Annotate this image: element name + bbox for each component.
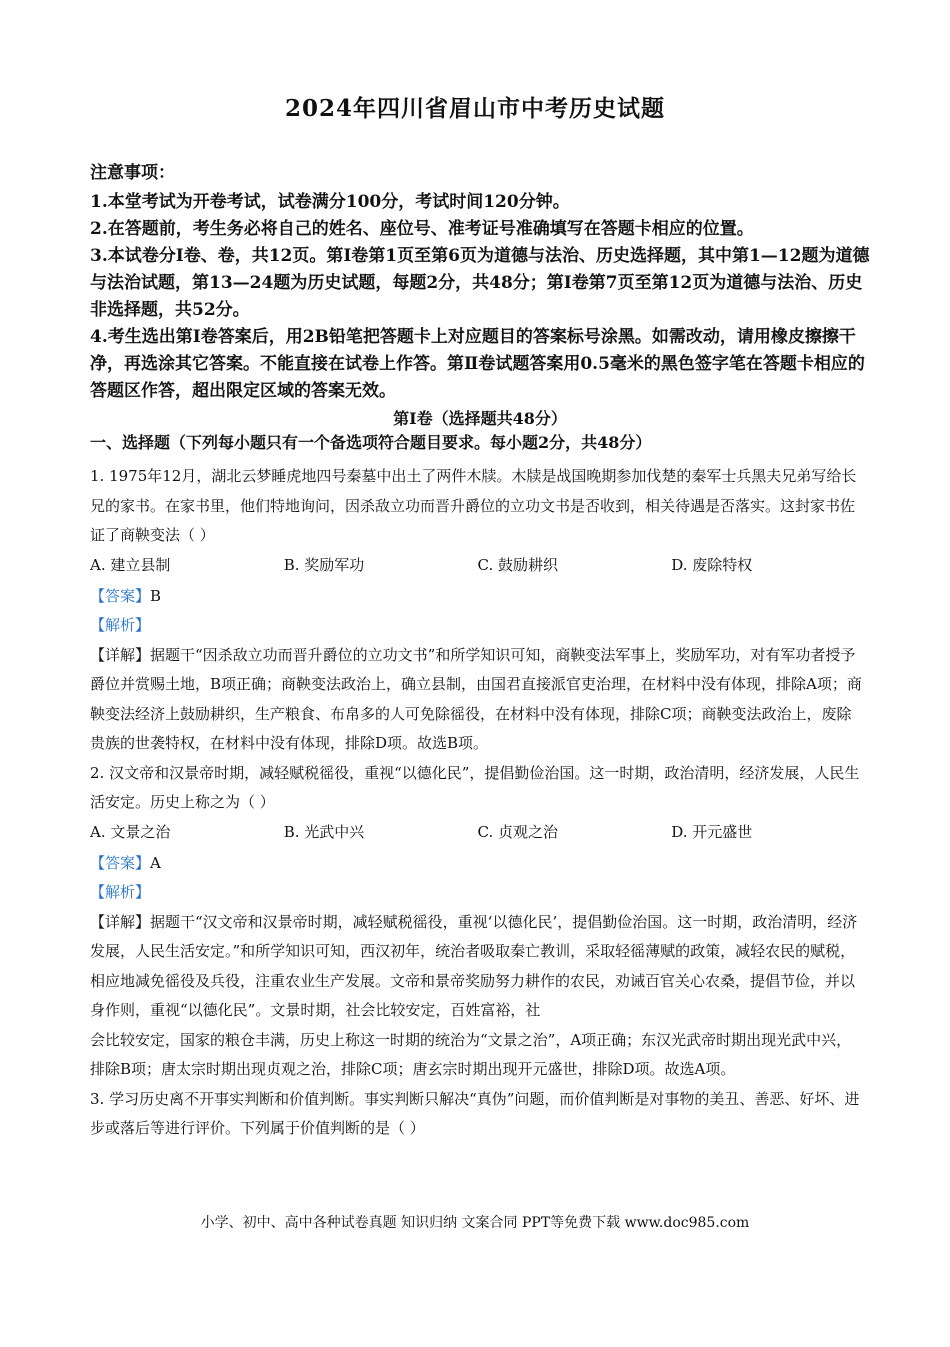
answer-value: A [150,853,161,872]
question-1-options [90,551,865,582]
page-title: 2024年四川省眉山市中考历史试题 [284,95,665,122]
question-1-option-d: D. 废除特权 [671,556,753,575]
question-2-analysis [90,878,865,908]
detail-tag: 【详解】 [90,912,151,931]
notice-item-2: 2.在答题前，考生务必将自己的姓名、座位号、准考证号准确填写在答题卡相应的位置。 [90,219,754,239]
notice-block [90,160,870,455]
question-2-answer [90,849,865,879]
detail-tag: 【详解】 [90,645,151,664]
question-1-option-b: B. 奖励军功 [283,556,365,575]
detail-text: 据题干“因杀敌立功而晋升爵位的立功文书”和所学知识可知，商鞅变法军事上，奖励军功，对有军功者授予爵位并赏赐土地，B项正确；商鞅变法政治上，确立县制，由国君直接派官吏治理，在材料中没有体现，排除A项；商鞅变法经济上鼓励耕织，生产粮食、布帛多的人可免除徭役，在材料中没有体现，排除C项；商鞅变法政治上，废除贵族的世袭特权，在材料中没有体现，排除D项。故选B项。 [90,645,862,752]
notice-heading: 注意事项： [90,163,175,183]
question-1-stem: 1. 1975年12月，湖北云梦睡虎地四号秦墓中出土了两件木牍。木牍是战国晚期参加伐楚的秦军士兵黑夫兄弟写给长兄的家书。在家书里，他们特地询问，因杀敌立功而晋升爵位的立功文书是否收到，相关待遇是否落实。这封家书佐证了商鞅变法（ ） [90,467,857,544]
answer-tag: 【答案】 [90,853,151,872]
question-1-analysis [90,611,865,641]
answer-tag: 【答案】 [90,586,151,605]
question-2-detail-continued: 会比较安定，国家的粮仓丰满，历史上称这一时期的统治为“文景之治”，A项正确；东汉光武帝时期出现光武中兴，排除B项；唐太宗时期出现贞观之治，排除C项；唐玄宗时期出现开元盛世，排除D项。故选A项。 [90,1030,852,1078]
question-2-option-c: C. 贞观之治 [477,823,558,842]
question-3-stem: 3. 学习历史离不开事实判断和价值判断。事实判断只解决“真伪”问题，而价值判断是对事物的美丑、善恶、好坏、进步或落后等进行评价。下列属于价值判断的是（ ） [90,1089,860,1137]
detail-text: 据题干“汉文帝和汉景帝时期，减轻赋税徭役，重视‘以德化民’，提倡勤俭治国。这一时期，政治清明，经济发展，人民生活安定。”和所学知识可知，西汉初年，统治者吸取秦亡教训，采取轻徭薄赋的政策，减轻农民的赋税，相应地减免徭役及兵役，注重农业生产发展。文帝和景帝奖励努力耕作的农民，劝诫百官关心农桑，提倡节俭，并以身作则，重视“以德化民”。文景时期，社会比较安定，百姓富裕，社 [90,912,858,1019]
answer-value: B [150,586,162,605]
notice-item-3: 3.本试卷分I卷、卷，共12页。第I卷第1页至第6页为道德与法治、历史选择题，其中第1—12题为道德与法治试题，第13—24题为历史试题，每题2分，共48分；第I卷第7页至第12页为道德与法治、历史非选择题，共52分。 [90,246,870,320]
question-1-option-c: C. 鼓励耕织 [477,556,558,575]
question-2-option-b: B. 光武中兴 [283,823,365,842]
question-2-option-a: A. 文景之治 [90,823,171,842]
question-2-option-d: D. 开元盛世 [671,823,753,842]
analysis-tag: 【解析】 [90,883,151,901]
question-list [90,462,865,1144]
part-heading: 一、选择题（下列每小题只有一个备选项符合题目要求。每小题2分，共48分） [90,433,652,452]
question-1-option-a: A. 建立县制 [90,556,171,575]
footer-text: 小学、初中、高中各种试卷真题 知识归纳 文案合同 PPT等免费下载 www.doc985.com [200,1215,750,1231]
question-1-answer [90,582,865,612]
question-1-detail [90,641,865,759]
analysis-tag: 【解析】 [90,616,151,634]
notice-item-4: 4.考生选出第I卷答案后，用2B铅笔把答题卡上对应题目的答案标号涂黑。如需改动，请用橡皮擦擦干净，再选涂其它答案。不能直接在试卷上作答。第Ⅱ卷试题答案用0.5毫米的黑色签字笔在答题卡相应的答题区作答，超出限定区域的答案无效。 [90,327,865,401]
question-2-stem: 2. 汉文帝和汉景帝时期，减轻赋税徭役，重视“以德化民”，提倡勤俭治国。这一时期，政治清明，经济发展，人民生活安定。历史上称之为（ ） [90,763,860,811]
section-heading: 第I卷（选择题共48分） [393,409,567,428]
question-2-options [90,818,865,849]
question-2-detail [90,908,865,1026]
notice-item-1: 1.本堂考试为开卷考试，试卷满分100分，考试时间120分钟。 [90,192,570,212]
